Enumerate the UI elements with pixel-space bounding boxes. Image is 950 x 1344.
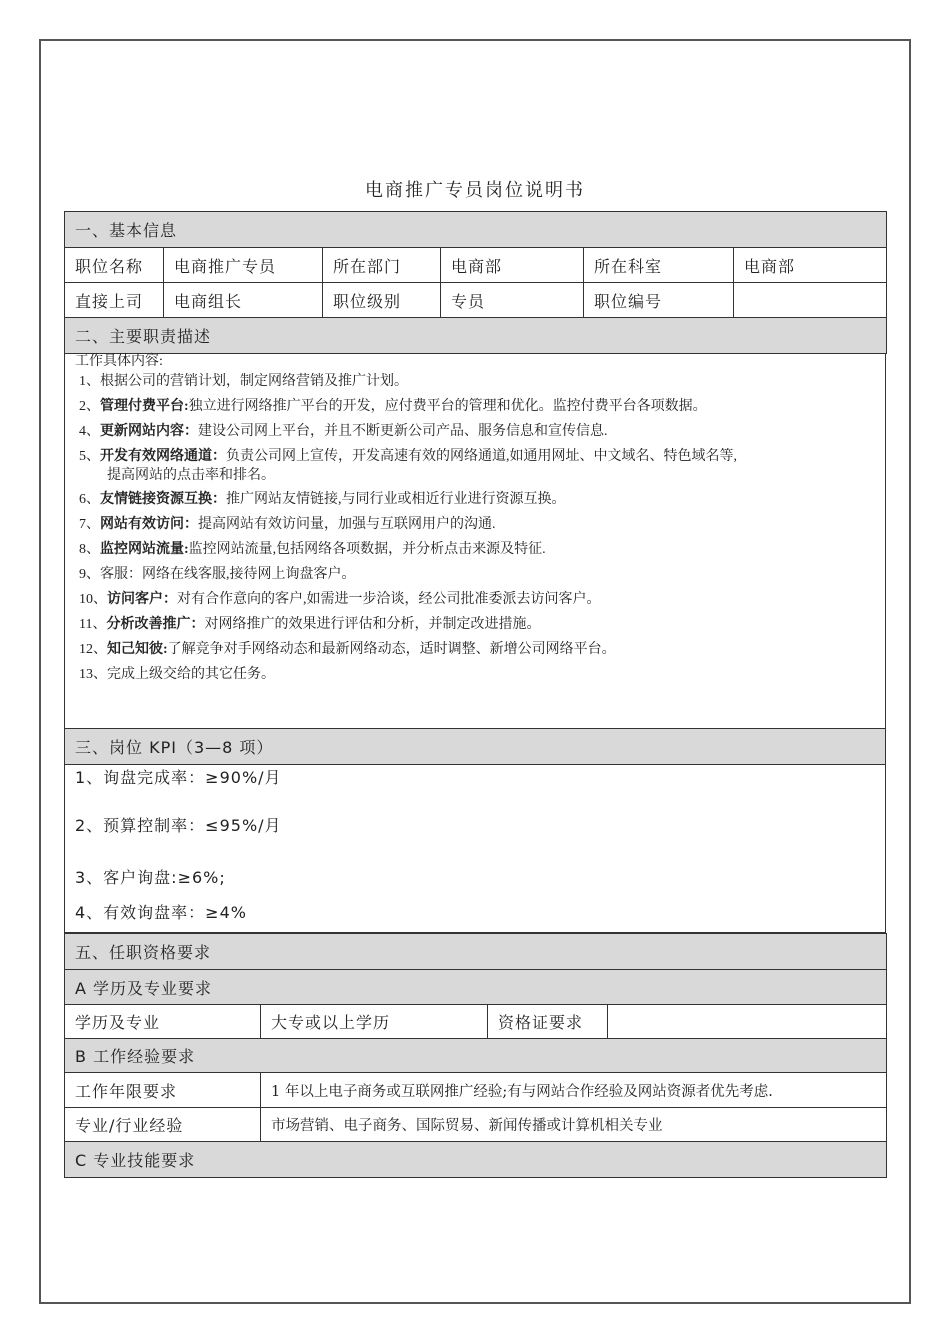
duty-item xyxy=(65,369,885,394)
section-label: 所在科室 xyxy=(584,248,734,283)
education-header: A 学历及专业要求 xyxy=(65,970,887,1005)
work-years-label: 工作年限要求 xyxy=(65,1073,261,1108)
duty-number: 2、 xyxy=(79,399,100,414)
duty-keyword: 知己知彼: xyxy=(107,642,168,657)
duty-keyword: 管理付费平台: xyxy=(100,399,189,414)
industry-experience-value: 市场营销、电子商务、国际贸易、新闻传播或计算机相关专业 xyxy=(261,1108,887,1142)
kpi-header: 三、岗位 KPI（3—8 项） xyxy=(65,729,886,765)
kpi-item: 3、客户询盘:≥6%; xyxy=(75,868,226,887)
document-title: 电商推广专员岗位说明书 xyxy=(365,180,585,201)
duty-item xyxy=(65,612,885,637)
duty-item xyxy=(65,587,885,612)
duty-item xyxy=(65,637,885,662)
duty-item xyxy=(65,394,885,419)
duty-text: 对有合作意向的客户,如需进一步洽谈，经公司批准委派去访问客户。 xyxy=(177,592,601,607)
duty-text: 根据公司的营销计划，制定网络营销及推广计划。 xyxy=(100,374,408,389)
duty-text: 负责公司网上宣传，开发高速有效的网络通道,如通用网址、中文域名、特色域名等, xyxy=(226,449,737,464)
basic-info-header: 一、基本信息 xyxy=(65,212,887,248)
duty-keyword: 访问客户： xyxy=(107,592,177,607)
duty-text: 完成上级交给的其它任务。 xyxy=(107,667,275,682)
level-value: 专员 xyxy=(441,283,584,318)
certificate-value xyxy=(608,1005,887,1039)
duty-number: 6、 xyxy=(79,492,100,507)
department-label: 所在部门 xyxy=(323,248,441,283)
kpi-header-table xyxy=(64,728,886,765)
duty-number: 11、 xyxy=(79,617,107,632)
duty-text: 监控网站流量,包括网络各项数据，并分析点击来源及特征. xyxy=(188,542,546,557)
qualifications-header: 五、任职资格要求 xyxy=(65,934,887,970)
duty-text: 独立进行网络推广平台的开发，应付费平台的管理和优化。监控付费平台各项数据。 xyxy=(188,399,707,414)
work-years-value: 1 年以上电子商务或互联网推广经验;有与网站合作经验及网站资源者优先考虑. xyxy=(261,1073,887,1108)
duty-number: 9、 xyxy=(79,567,100,582)
skills-header: C 专业技能要求 xyxy=(65,1142,887,1178)
duties-intro: 工作具体内容: xyxy=(75,354,163,369)
duty-number: 8、 xyxy=(79,542,100,557)
duty-number: 12、 xyxy=(79,642,107,657)
industry-experience-label: 专业/行业经验 xyxy=(65,1108,261,1142)
duties-list xyxy=(65,369,885,687)
duty-text: 对网络推广的效果进行评估和分析，并制定改进措施。 xyxy=(204,617,541,632)
duty-keyword: 更新网站内容： xyxy=(100,424,198,439)
duty-number: 7、 xyxy=(79,517,100,532)
duty-keyword: 开发有效网络通道： xyxy=(100,449,226,464)
duties-header: 二、主要职责描述 xyxy=(65,318,887,354)
duty-keyword: 监控网站流量: xyxy=(100,542,189,557)
duty-item xyxy=(65,419,885,444)
supervisor-label: 直接上司 xyxy=(65,283,164,318)
duty-number: 5、 xyxy=(79,449,100,464)
duty-number: 4、 xyxy=(79,424,100,439)
duty-keyword: 友情链接资源互换： xyxy=(100,492,226,507)
education-label: 学历及专业 xyxy=(65,1005,261,1039)
kpi-box xyxy=(64,764,886,933)
position-name-label: 职位名称 xyxy=(65,248,164,283)
kpi-item: 2、预算控制率：≤95%/月 xyxy=(75,816,282,835)
experience-header: B 工作经验要求 xyxy=(65,1039,887,1073)
duty-item xyxy=(65,562,885,587)
duty-item xyxy=(65,487,885,512)
duty-text: 了解竞争对手网络动态和最新网络动态，适时调整、新增公司网络平台。 xyxy=(167,642,616,657)
duty-item xyxy=(65,512,885,537)
certificate-label: 资格证要求 xyxy=(488,1005,608,1039)
position-code-value xyxy=(734,283,887,318)
duty-number: 1、 xyxy=(79,374,100,389)
duty-text: 客服：网络在线客服,接待网上询盘客户。 xyxy=(100,567,356,582)
duty-keyword: 网站有效访问： xyxy=(100,517,198,532)
position-name-value: 电商推广专员 xyxy=(164,248,323,283)
duty-item xyxy=(65,444,885,487)
duty-continuation: 提高网站的点击率和排名。 xyxy=(107,468,275,483)
duty-keyword: 分析改善推广： xyxy=(106,617,205,632)
duty-text: 建设公司网上平台，并且不断更新公司产品、服务信息和宣传信息. xyxy=(198,424,608,439)
duty-text: 推广网站友情链接,与同行业或相近行业进行资源互换。 xyxy=(226,492,566,507)
section-value: 电商部 xyxy=(734,248,887,283)
supervisor-value: 电商组长 xyxy=(164,283,323,318)
duty-item xyxy=(65,537,885,562)
department-value: 电商部 xyxy=(441,248,584,283)
duty-text: 提高网站有效访问量，加强与互联网用户的沟通. xyxy=(198,517,496,532)
education-value: 大专或以上学历 xyxy=(261,1005,488,1039)
position-code-label: 职位编号 xyxy=(584,283,734,318)
qualifications-table xyxy=(64,933,887,1178)
duty-number: 13、 xyxy=(79,667,107,682)
duties-box xyxy=(64,353,886,729)
duty-number: 10、 xyxy=(79,592,107,607)
kpi-item: 1、询盘完成率：≥90%/月 xyxy=(75,768,282,787)
basic-info-table xyxy=(64,211,887,354)
duty-item xyxy=(65,662,885,687)
level-label: 职位级别 xyxy=(323,283,441,318)
kpi-item: 4、有效询盘率：≥4% xyxy=(75,903,247,922)
